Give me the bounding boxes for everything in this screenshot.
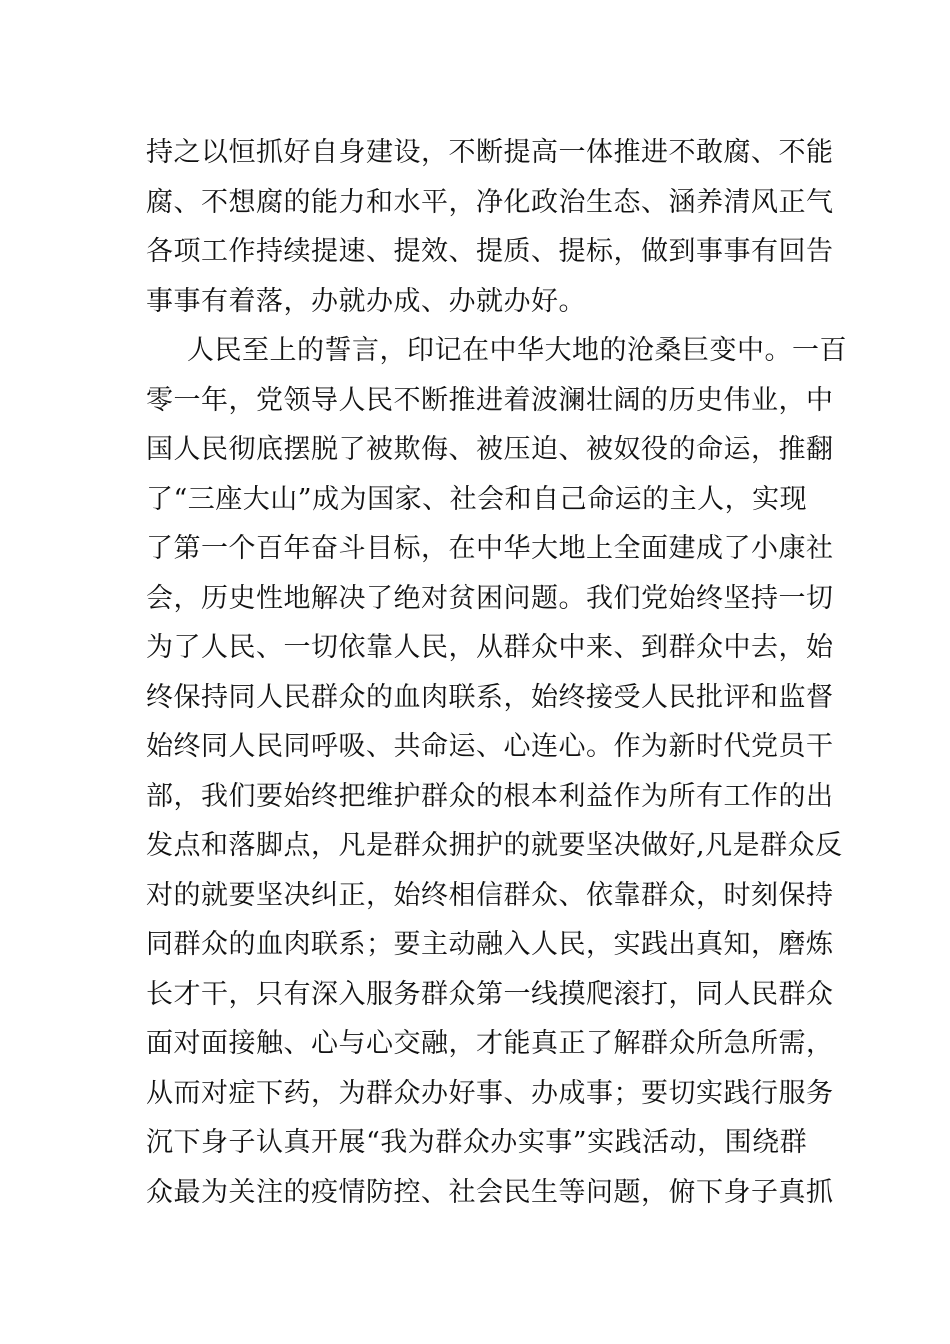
body-text bbox=[146, 128, 847, 1217]
paragraph-2-line-1: 人民至上的誓言，印记在中华大地的沧桑巨变中。一百 bbox=[187, 335, 847, 366]
paragraph-2-line-17: 沉下身子认真开展“我为群众办实事”实践活动，围绕群 bbox=[146, 1127, 808, 1158]
paragraph-2-line-12: 对的就要坚决纠正，始终相信群众、依靠群众，时刻保持 bbox=[146, 879, 834, 911]
paragraph-2-line-5: 了第一个百年奋斗目标，在中华大地上全面建成了小康社 bbox=[146, 533, 834, 564]
paragraph-2-line-15: 面对面接触、心与心交融，才能真正了解群众所急所需， bbox=[146, 1028, 834, 1059]
paragraph-2-line-14: 长才干，只有深入服务群众第一线摸爬滚打，同人民群众 bbox=[146, 978, 834, 1010]
paragraph-2-line-11: 发点和落脚点，凡是群众拥护的就要坚决做好,凡是群众反 bbox=[146, 830, 843, 861]
paragraph-2-line-3: 国人民彻底摆脱了被欺侮、被压迫、被奴役的命运，推翻 bbox=[146, 434, 834, 465]
paragraph-1-line-1: 持之以恒抓好自身建设，不断提高一体推进不敢腐、不能 bbox=[146, 137, 834, 168]
paragraph-2-line-16: 从而对症下药，为群众办好事、办成事；要切实践行服务 bbox=[146, 1077, 834, 1109]
paragraph-1-line-4: 事事有着落，办就办成、办就办好。 bbox=[146, 285, 586, 317]
paragraph-2-line-6: 会，历史性地解决了绝对贫困问题。我们党始终坚持一切 bbox=[146, 582, 834, 614]
paragraph-2-line-9: 始终同人民同呼吸、共命运、心连心。作为新时代党员干 bbox=[146, 731, 834, 762]
paragraph-2-line-13: 同群众的血肉联系；要主动融入人民，实践出真知，磨炼 bbox=[146, 929, 834, 960]
paragraph-2-line-7: 为了人民、一切依靠人民，从群众中来、到群众中去，始 bbox=[146, 632, 834, 663]
paragraph-2-line-8: 终保持同人民群众的血肉联系，始终接受人民批评和监督 bbox=[146, 681, 834, 713]
paragraph-2-line-10: 部，我们要始终把维护群众的根本利益作为所有工作的出 bbox=[146, 780, 834, 812]
paragraph-2-line-4: 了“三座大山”成为国家、社会和自己命运的主人，实现 bbox=[146, 483, 808, 515]
paragraph-2-line-18: 众最为关注的疫情防控、社会民生等问题，俯下身子真抓 bbox=[146, 1176, 834, 1208]
paragraph-1-line-3: 各项工作持续提速、提效、提质、提标，做到事事有回告 bbox=[146, 236, 834, 267]
paragraph-1-line-2: 腐、不想腐的能力和水平，净化政治生态、涵养清风正气 bbox=[146, 186, 834, 218]
paragraph-2-line-2: 零一年，党领导人民不断推进着波澜壮阔的历史伟业，中 bbox=[146, 384, 834, 416]
